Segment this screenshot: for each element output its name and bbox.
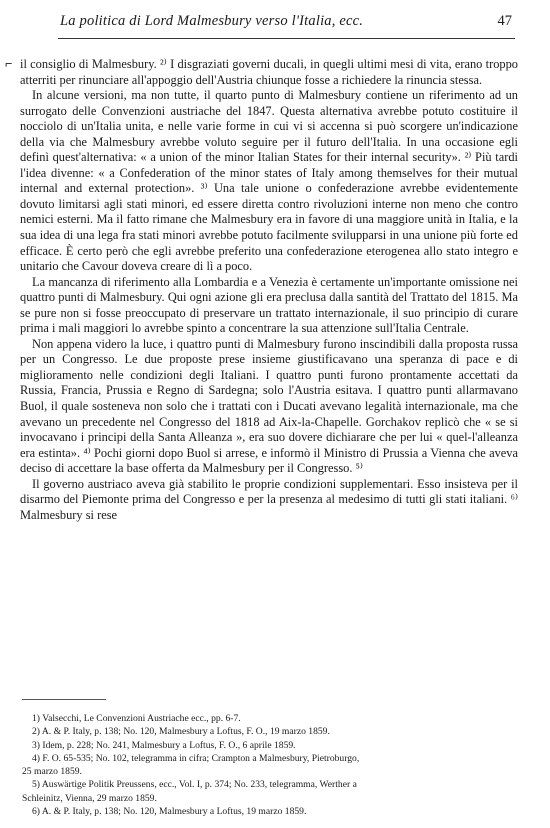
margin-bracket-mark: ⌐ <box>5 56 13 71</box>
paragraph-1: il consiglio di Malmesbury. ²⁾ I disgraziati governi ducali, in quegli ultimi mesi di vita, erano troppo atterriti per rinunciare all'appoggio dell'Austria chiunque fosse a richiedere la rinuncia stessa. <box>20 57 518 87</box>
running-header <box>60 13 512 33</box>
footnote-1: 1) Valsecchi, Le Convenzioni Austriache ecc., pp. 6-7. <box>32 713 241 724</box>
footnote-5: 5) Auswärtige Politik Preussens, ecc., Vol. I, p. 374; No. 233, telegramma, Werther a <box>32 779 357 791</box>
paragraph-4: Non appena videro la luce, i quattro punti di Malmesbury furono inscindibili dalla proposta russa per un Congresso. Le due proposte prese insieme giustificavano una speranza di pace e di miglioramento nelle condizioni degli Italiani. I quattro punti furono prontamente accettati da Russia, Francia, Prussia e Regno di Sardegna; solo l'Austria esitava. I quattro punti allarmavano Buol, il quale sosteneva non solo che i trattati con i Ducati avevano legalità internazionale, ma che avevano un precedente nel Congresso del 1818 ad Aix-la-Chapelle. Gorchakov replicò che « se si invocavano i principi della Santa Alleanza », era suo dovere dichiarare che per lui « quel-l'alleanza era estinta». ⁴⁾ Pochi giorni dopo Buol si arrese, e informò il Ministro di Prussia a Vienna che aveva deciso di accettare la base offerta da Malmesbury per il Congresso. ⁵⁾ <box>20 336 518 476</box>
header-rule <box>58 38 515 39</box>
footnote-3: 3) Idem, p. 228; No. 241, Malmesbury a Loftus, F. O., 6 aprile 1859. <box>32 739 296 751</box>
footnote-rule <box>22 699 106 700</box>
footnote-2: 2) A. & P. Italy, p. 138; No. 120, Malmesbury a Loftus, F. O., 19 marzo 1859. <box>32 726 330 738</box>
body-text <box>20 57 518 523</box>
footnote-4-continued: 25 marzo 1859. <box>22 766 82 778</box>
paragraph-5: Il governo austriaco aveva già stabilito le proprie condizioni supplementari. Esso insisteva per il disarmo del Piemonte prima del Congresso e per la presenza al medesimo di tutti gli stati italiani. ⁶⁾ Malmesbury si rese <box>20 476 518 522</box>
footnote-4: 4) F. O. 65-535; No. 102, telegramma in cifra; Crampton a Malmesbury, Pietroburgo, <box>32 752 360 764</box>
paragraph-2: In alcune versioni, ma non tutte, il quarto punto di Malmesbury contiene un riferimento ad un surrogato delle Convenzioni austriache del 1847. Questa alternativa avrebbe potuto costituire il nocciolo di un'Italia unita, e nelle varie forme in cui vi si accenna si può scorgere un'indicazione della via che Malmesbury avrebbe voluto seguire per il futuro dell'Italia. In una occasione egli definì quest'alternativa: « a union of the minor Italian States for their internal security». ²⁾ Più tardi l'idea divenne: « a Confederation of the minor states of Italy among themselves for their mutual internal and external protection». ³⁾ Una tale unione o confederazione avrebbe evidentemente dovuto limitarsi agli stati minori, ed essere diretta contro rivoluzioni interne non meno che contro nemici esterni. Ma il fatto rimane che Malmesbury era in favore di una maggiore unità in Italia, e la sua idea di una lega fra stati minori avrebbe potuto facilmente svilupparsi in una unione più forte ed efficace. È certo però che egli avrebbe preferito una confederazione eterogenea allo stato integro e unitario che Cavour doveva creare di lì a poco. <box>20 88 518 274</box>
footnote-5-continued: Schleinitz, Vienna, 29 marzo 1859. <box>22 792 157 804</box>
page-number: 47 <box>497 13 512 29</box>
footnotes <box>22 712 518 818</box>
running-title: La politica di Lord Malmesbury verso l'Italia, ecc. <box>60 13 364 29</box>
paragraph-3: La mancanza di riferimento alla Lombardia e a Venezia è certamente un'importante omissione nei quattro punti di Malmesbury. Qui ogni azione gli era preclusa dalla santità del Trattato del 1815. Ma se pure non si fosse preoccupato di preservare un trattato internazionale, il suo principio di curare prima i mali maggiori lo avrebbe spinto a concentrare la sua attenzione sull'Italia Centrale. <box>20 274 518 336</box>
footnote-6: 6) A. & P. Italy, p. 138; No. 120, Malmesbury a Loftus, 19 marzo 1859. <box>32 806 307 818</box>
